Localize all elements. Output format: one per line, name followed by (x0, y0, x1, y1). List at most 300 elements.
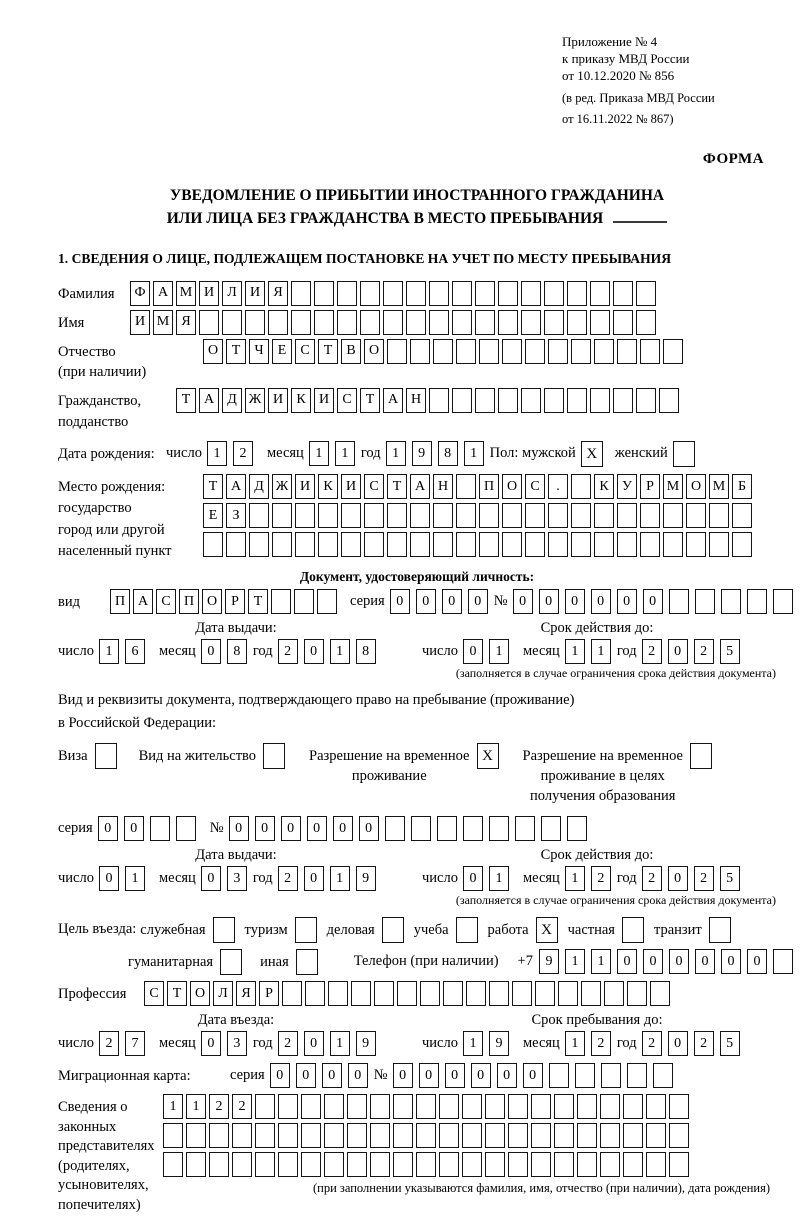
validity-note: (заполняется в случае ограничения срока действия документа) (455, 893, 776, 908)
char-cell: 3 (227, 866, 247, 891)
char-cell (393, 1152, 413, 1177)
char-cell (410, 503, 430, 528)
purpose-humanitarian-checkbox (220, 949, 242, 975)
birth-place-row (58, 474, 776, 563)
char-cell (324, 1152, 344, 1177)
char-cell: 0 (668, 866, 688, 891)
char-cell (498, 310, 518, 335)
annex-revision-line: от 16.11.2022 № 867) (562, 111, 674, 126)
entry-date-title: Дата въезда: (197, 1012, 275, 1029)
char-cell (318, 503, 338, 528)
char-cell (437, 816, 457, 841)
sex-female-label: женский (614, 445, 668, 462)
char-cell: Т (318, 339, 338, 364)
char-cell: 0 (643, 949, 663, 974)
char-cell (291, 281, 311, 306)
purpose-study-checkbox (456, 917, 478, 943)
char-cell (420, 981, 440, 1006)
char-cell (475, 281, 495, 306)
char-cell (558, 981, 578, 1006)
residence-series-row (58, 816, 776, 841)
char-cell (370, 1152, 390, 1177)
char-cell: 2 (99, 1031, 119, 1056)
char-cell: 9 (356, 1031, 376, 1056)
char-cell (544, 388, 564, 413)
char-cell: 5 (720, 639, 740, 664)
char-cell (305, 981, 325, 1006)
char-cell: 2 (642, 866, 662, 891)
char-cell (502, 339, 522, 364)
char-cell: 2 (694, 866, 714, 891)
char-cell (387, 339, 407, 364)
char-cell: 0 (304, 639, 324, 664)
validity-note: (заполняется в случае ограничения срока действия документа) (455, 666, 776, 681)
birth-place-cells (203, 474, 755, 561)
char-cell (245, 310, 265, 335)
char-cell: 0 (442, 589, 462, 614)
char-cell (255, 1123, 275, 1148)
char-cell: И (314, 388, 334, 413)
char-cell: 1 (330, 639, 350, 664)
valid-until-title: Срок действия до: (540, 620, 654, 637)
char-cell (502, 503, 522, 528)
id-valid-year-cells (642, 639, 746, 664)
char-cell (318, 532, 338, 557)
char-cell: 0 (359, 816, 379, 841)
char-cell: М (663, 474, 683, 499)
char-cell (485, 1094, 505, 1119)
char-cell (351, 981, 371, 1006)
char-cell (544, 281, 564, 306)
char-cell: М (709, 474, 729, 499)
char-cell (604, 981, 624, 1006)
char-cell (594, 339, 614, 364)
char-cell (636, 388, 656, 413)
id-issue-day-cells (99, 639, 151, 664)
char-cell (489, 816, 509, 841)
char-cell (383, 310, 403, 335)
birth-place-row-3 (203, 532, 755, 557)
char-cell (429, 281, 449, 306)
char-cell: 1 (99, 639, 119, 664)
char-cell: Д (249, 474, 269, 499)
residence-series-cells (98, 816, 202, 841)
char-cell (456, 474, 476, 499)
char-cell: 9 (489, 1031, 509, 1056)
document-title (58, 184, 776, 231)
id-doc-kind-row (58, 589, 776, 614)
res-issue-year-cells (278, 866, 382, 891)
char-cell (222, 310, 242, 335)
char-cell: И (199, 281, 219, 306)
char-cell: 0 (523, 1063, 543, 1088)
char-cell (301, 1152, 321, 1177)
char-cell (364, 532, 384, 557)
char-cell (498, 388, 518, 413)
char-cell (226, 532, 246, 557)
entry-day-cells (99, 1031, 151, 1056)
char-cell: 1 (330, 866, 350, 891)
char-cell: 0 (304, 866, 324, 891)
char-cell: 0 (471, 1063, 491, 1088)
char-cell (531, 1094, 551, 1119)
char-cell (387, 532, 407, 557)
patronymic-row (58, 339, 776, 384)
citizenship-cells (176, 388, 682, 413)
char-cell: 0 (99, 866, 119, 891)
char-cell: Т (167, 981, 187, 1006)
char-cell (278, 1123, 298, 1148)
purpose-private-checkbox (622, 917, 644, 943)
char-cell: М (153, 310, 173, 335)
id-valid-day-cells (463, 639, 515, 664)
surname-row (58, 281, 776, 306)
char-cell (571, 532, 591, 557)
purpose-study: учеба (414, 917, 478, 943)
representatives-row (58, 1094, 776, 1215)
residence-intro: Вид и реквизиты документа, подтверждающего право на пребывание (проживание) в Российской Федерации: (58, 692, 575, 732)
char-cell (278, 1152, 298, 1177)
title-line-1: УВЕДОМЛЕНИЕ О ПРИБЫТИИ ИНОСТРАННОГО ГРАЖДАНИНА (169, 187, 665, 205)
series-label: серия (350, 593, 385, 610)
char-cell: 2 (591, 1031, 611, 1056)
char-cell (324, 1123, 344, 1148)
id-doc-number-cells (513, 589, 799, 614)
char-cell (479, 503, 499, 528)
char-cell: О (502, 474, 522, 499)
char-cell (577, 1123, 597, 1148)
char-cell: О (686, 474, 706, 499)
representatives-row-2 (163, 1123, 770, 1148)
char-cell (525, 503, 545, 528)
char-cell (640, 532, 660, 557)
char-cell: П (110, 589, 130, 614)
char-cell (498, 281, 518, 306)
char-cell (360, 310, 380, 335)
char-cell: 1 (463, 1031, 483, 1056)
char-cell (268, 310, 288, 335)
id-doc-kind-label: вид (58, 594, 80, 611)
char-cell (341, 532, 361, 557)
char-cell (508, 1123, 528, 1148)
char-cell (163, 1123, 183, 1148)
char-cell (393, 1094, 413, 1119)
char-cell (271, 589, 291, 614)
purpose-row-1 (58, 917, 776, 943)
char-cell (613, 281, 633, 306)
char-cell (669, 1094, 689, 1119)
char-cell: 1 (464, 441, 484, 466)
char-cell (176, 816, 196, 841)
char-cell (337, 310, 357, 335)
char-cell (163, 1152, 183, 1177)
phone-cells (539, 949, 799, 974)
char-cell (364, 503, 384, 528)
char-cell (567, 388, 587, 413)
char-cell (429, 310, 449, 335)
char-cell (623, 1094, 643, 1119)
char-cell: 0 (390, 589, 410, 614)
char-cell (617, 532, 637, 557)
char-cell: 8 (356, 639, 376, 664)
purpose-humanitarian: гуманитарная (128, 949, 242, 975)
birth-place-label: Место рождения: государство город или другой населенный пункт (58, 479, 172, 560)
number-label: № (209, 820, 224, 837)
char-cell (347, 1152, 367, 1177)
char-cell (295, 503, 315, 528)
char-cell (709, 532, 729, 557)
name-cells (130, 310, 659, 335)
char-cell: 0 (229, 816, 249, 841)
char-cell (590, 281, 610, 306)
char-cell: 1 (591, 949, 611, 974)
char-cell: 0 (255, 816, 275, 841)
char-cell: А (133, 589, 153, 614)
residence-permit-option: Вид на жительство (139, 743, 285, 769)
profession-cells (144, 981, 673, 1006)
char-cell: С (364, 474, 384, 499)
char-cell (347, 1094, 367, 1119)
char-cell (416, 1123, 436, 1148)
char-cell (508, 1094, 528, 1119)
char-cell: 2 (591, 866, 611, 891)
char-cell (669, 1123, 689, 1148)
citizenship-row (58, 388, 776, 433)
series-label: серия (58, 820, 93, 837)
char-cell (646, 1123, 666, 1148)
char-cell (548, 339, 568, 364)
id-doc-issue-col: Дата выдачи: число 1 6 месяц 0 8 год 2 0 1 8 (58, 620, 414, 664)
char-cell: 1 (386, 441, 406, 466)
char-cell: Т (360, 388, 380, 413)
char-cell: . (548, 474, 568, 499)
char-cell (466, 981, 486, 1006)
char-cell: 1 (163, 1094, 183, 1119)
char-cell: О (203, 339, 223, 364)
char-cell (314, 281, 334, 306)
char-cell (410, 339, 430, 364)
char-cell: 1 (565, 639, 585, 664)
char-cell (186, 1123, 206, 1148)
char-cell: А (383, 388, 403, 413)
birth-date-row (58, 441, 776, 467)
purpose-tourism: туризм (245, 917, 317, 943)
name-label: Имя (58, 314, 85, 331)
id-doc-valid-col: Срок действия до: число 0 1 месяц 1 1 год 2 0 2 5 (422, 620, 772, 664)
char-cell (301, 1094, 321, 1119)
form-label: ФОРМА (702, 151, 764, 168)
char-cell (669, 589, 689, 614)
char-cell: 2 (233, 441, 253, 466)
char-cell: А (153, 281, 173, 306)
char-cell: 0 (721, 949, 741, 974)
char-cell: 0 (463, 866, 483, 891)
char-cell: Т (176, 388, 196, 413)
char-cell: 0 (463, 639, 483, 664)
char-cell: 8 (438, 441, 458, 466)
char-cell: Р (640, 474, 660, 499)
char-cell: И (245, 281, 265, 306)
representatives-row-3 (163, 1152, 770, 1177)
purpose-work: работа X (488, 917, 558, 943)
char-cell: 2 (694, 1031, 714, 1056)
char-cell: 0 (270, 1063, 290, 1088)
char-cell (443, 981, 463, 1006)
char-cell (732, 532, 752, 557)
char-cell (571, 503, 591, 528)
char-cell (548, 532, 568, 557)
char-cell (294, 589, 314, 614)
char-cell (646, 1094, 666, 1119)
char-cell (686, 532, 706, 557)
char-cell (617, 339, 637, 364)
stay-year-cells (642, 1031, 746, 1056)
char-cell: 2 (278, 639, 298, 664)
char-cell (479, 532, 499, 557)
representatives-label: Сведения о законных представителях (родителях, усыновителях, попечителях) (58, 1099, 155, 1213)
char-cell (456, 339, 476, 364)
char-cell (548, 503, 568, 528)
char-cell: С (295, 339, 315, 364)
char-cell (462, 1094, 482, 1119)
char-cell: 0 (497, 1063, 517, 1088)
residence-number-cells (229, 816, 593, 841)
char-cell: Я (268, 281, 288, 306)
citizenship-label: Гражданство, подданство (58, 388, 176, 433)
char-cell (433, 339, 453, 364)
char-cell (571, 474, 591, 499)
char-cell (575, 1063, 595, 1088)
migration-card-label: Миграционная карта: (58, 1068, 191, 1085)
char-cell (255, 1094, 275, 1119)
char-cell (410, 532, 430, 557)
char-cell: Е (272, 339, 292, 364)
char-cell (462, 1123, 482, 1148)
id-doc-dates (58, 620, 776, 664)
residence-valid-col: Срок действия до: число 0 1 месяц 1 2 год 2 0 2 5 (422, 847, 772, 891)
id-valid-month-cells (565, 639, 617, 664)
char-cell (406, 281, 426, 306)
char-cell (360, 281, 380, 306)
stay-until-title: Срок пребывания до: (531, 1012, 663, 1029)
char-cell (525, 339, 545, 364)
day-label: число (166, 445, 202, 462)
char-cell: 0 (445, 1063, 465, 1088)
char-cell: 0 (124, 816, 144, 841)
number-label: № (493, 593, 508, 610)
char-cell (554, 1152, 574, 1177)
surname-cells (130, 281, 659, 306)
residence-permit-checkbox (263, 743, 285, 769)
section-1-heading: 1. СВЕДЕНИЯ О ЛИЦЕ, ПОДЛЕЖАЩЕМ ПОСТАНОВКЕ НА УЧЕТ ПО МЕСТУ ПРЕБЫВАНИЯ (58, 250, 672, 266)
char-cell: И (268, 388, 288, 413)
birth-year-cells (386, 441, 490, 466)
char-cell: 0 (296, 1063, 316, 1088)
char-cell (502, 532, 522, 557)
char-cell (567, 281, 587, 306)
char-cell (203, 532, 223, 557)
id-issue-month-cells (201, 639, 253, 664)
char-cell (567, 816, 587, 841)
char-cell (429, 388, 449, 413)
char-cell: Ф (130, 281, 150, 306)
residence-options-row (58, 743, 776, 806)
annex-line: к приказу МВД России (562, 50, 690, 66)
char-cell (594, 503, 614, 528)
char-cell (577, 1152, 597, 1177)
char-cell: Р (259, 981, 279, 1006)
char-cell: 0 (393, 1063, 413, 1088)
representatives-note: (при заполнении указываются фамилия, имя, отчество (при наличии), дата рождения) (313, 1181, 771, 1196)
char-cell (669, 1152, 689, 1177)
patronymic-sublabel: (при наличии) (58, 364, 147, 381)
char-cell (515, 816, 535, 841)
birth-day-cells (207, 441, 259, 466)
char-cell (383, 281, 403, 306)
char-cell (521, 310, 541, 335)
char-cell (397, 981, 417, 1006)
char-cell (249, 503, 269, 528)
char-cell: Н (433, 474, 453, 499)
char-cell (521, 281, 541, 306)
char-cell (617, 503, 637, 528)
char-cell (721, 589, 741, 614)
patronymic-label: Отчество (при наличии) (58, 339, 203, 384)
char-cell (646, 1152, 666, 1177)
sex-label: Пол: мужской (489, 445, 576, 462)
char-cell (541, 816, 561, 841)
char-cell (452, 281, 472, 306)
char-cell (282, 981, 302, 1006)
char-cell: К (594, 474, 614, 499)
visa-checkbox (95, 743, 117, 769)
char-cell: К (318, 474, 338, 499)
char-cell: Л (213, 981, 233, 1006)
char-cell (600, 1152, 620, 1177)
char-cell: 2 (232, 1094, 252, 1119)
purpose-label: Цель въезда: (58, 921, 137, 938)
char-cell (328, 981, 348, 1006)
annex-revision-line: (в ред. Приказа МВД России (562, 90, 715, 105)
phone-prefix: +7 (517, 953, 533, 970)
char-cell: Ч (249, 339, 269, 364)
char-cell: 0 (668, 1031, 688, 1056)
purpose-row-2 (128, 949, 776, 975)
char-cell (600, 1123, 620, 1148)
representatives-row-1 (163, 1094, 770, 1119)
char-cell: 0 (513, 589, 533, 614)
char-cell: 1 (591, 639, 611, 664)
char-cell (370, 1123, 390, 1148)
char-cell (485, 1123, 505, 1148)
char-cell (521, 388, 541, 413)
char-cell (324, 1094, 344, 1119)
char-cell: 0 (348, 1063, 368, 1088)
annex-line: от 10.12.2020 № 856 (562, 67, 675, 83)
res-valid-month-cells (565, 866, 617, 891)
char-cell: Я (176, 310, 196, 335)
id-doc-kind-cells (110, 589, 340, 614)
purpose-official: служебная (140, 917, 234, 943)
char-cell (663, 503, 683, 528)
char-cell (773, 949, 793, 974)
char-cell: 0 (201, 639, 221, 664)
id-issue-year-cells (278, 639, 382, 664)
temp-residence-edu-option: Разрешение на временное проживание в целях получения образования (523, 743, 712, 806)
number-label: № (373, 1067, 388, 1084)
char-cell: Т (387, 474, 407, 499)
char-cell: 0 (304, 1031, 324, 1056)
